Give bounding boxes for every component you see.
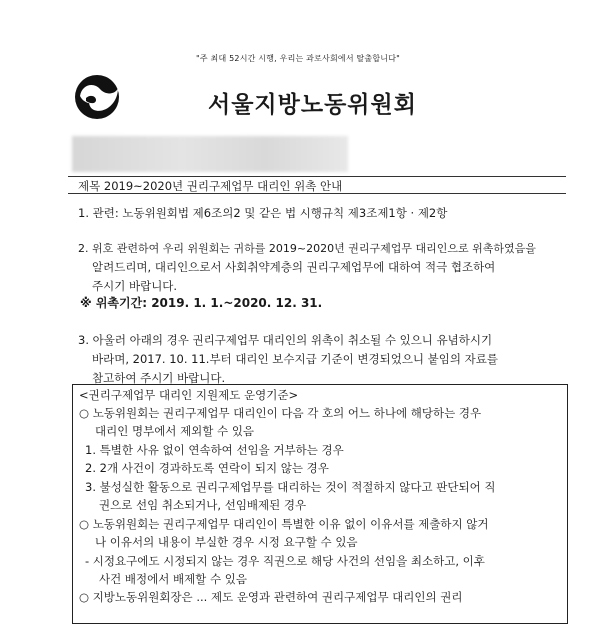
appointment-period: ※ 위촉기간: 2019. 1. 1.~2020. 12. 31. xyxy=(80,296,323,310)
item-3-line-3: 참고하여 주시기 바랍니다. xyxy=(92,371,226,385)
item-1: 1. 관련: 노동위원회법 제6조의2 및 같은 법 시행규칙 제3조제1항 · 제2항 xyxy=(78,206,448,220)
item-2-line-1: 2. 위호 관련하여 우리 위원회는 귀하를 2019~2020년 권리구제업무 대리인으로 위촉하였음을 xyxy=(78,242,536,255)
box-dash-1-line-1: - 시정요구에도 시정되지 않는 경우 직권으로 해당 사건의 선임을 최소하고, 이후 xyxy=(85,554,485,568)
subject-top-rule xyxy=(68,176,566,177)
box-item-3-line-2: 권으로 선임 취소되거나, 선임배제된 경우 xyxy=(99,498,307,512)
operating-criteria-box xyxy=(72,384,568,624)
box-item-2: 2. 2개 사건이 경과하도록 연락이 되지 않는 경우 xyxy=(85,461,329,475)
box-item-1: 1. 특별한 사유 없이 연속하여 선임을 거부하는 경우 xyxy=(85,443,344,457)
box-item-3-line-1: 3. 불성실한 활동으로 권리구제업무를 대리하는 것이 적절하지 않다고 판단되어 직 xyxy=(85,480,496,494)
item-3-line-1: 3. 아울러 아래의 경우 권리구제업무 대리인의 위촉이 취소될 수 있으니 유념하시기 xyxy=(78,333,493,347)
item-2-line-2: 알려드리며, 대리인으로서 사회취약계층의 권리구제업무에 대하여 적극 협조하여 xyxy=(92,260,496,274)
redacted-recipient xyxy=(72,136,348,172)
org-name: 서울지방노동위원회 xyxy=(208,92,417,118)
government-emblem-icon xyxy=(74,74,120,120)
item-2-line-3: 주시기 바랍니다. xyxy=(92,279,178,293)
subject-line: 제목 2019~2020년 권리구제업무 대리인 위촉 안내 xyxy=(78,179,343,193)
box-dash-1-line-2: 사건 배정에서 배제할 수 있음 xyxy=(99,572,247,586)
box-title: <권리구제업무 대리인 지원제도 운영기준> xyxy=(79,388,299,402)
subject-bottom-rule xyxy=(68,193,566,194)
slogan: "주 최대 52시간 시행, 우리는 과로사회에서 탈출합니다" xyxy=(195,54,401,63)
box-bullet-3-partial: ○ 지방노동위원회장은 ... 제도 운영과 관련하여 권리구제업무 대리인의 권리 xyxy=(79,590,463,604)
box-bullet-1-line-1: ○ 노동위원회는 권리구제업무 대리인이 다음 각 호의 어느 하나에 해당하는 경우 xyxy=(79,406,482,420)
item-3-line-2: 바라며, 2017. 10. 11.부터 대리인 보수지급 기준이 변경되었으니 붙임의 자료를 xyxy=(92,352,498,366)
box-bullet-2-line-1: ○ 노동위원회는 권리구제업무 대리인이 특별한 이유 없이 이유서를 제출하지 않거 xyxy=(79,517,489,531)
box-bullet-2-line-2: 나 이유서의 내용이 부실한 경우 시정 요구할 수 있음 xyxy=(95,535,358,549)
box-bullet-1-line-2: 대리인 명부에서 제외할 수 있음 xyxy=(95,424,255,438)
